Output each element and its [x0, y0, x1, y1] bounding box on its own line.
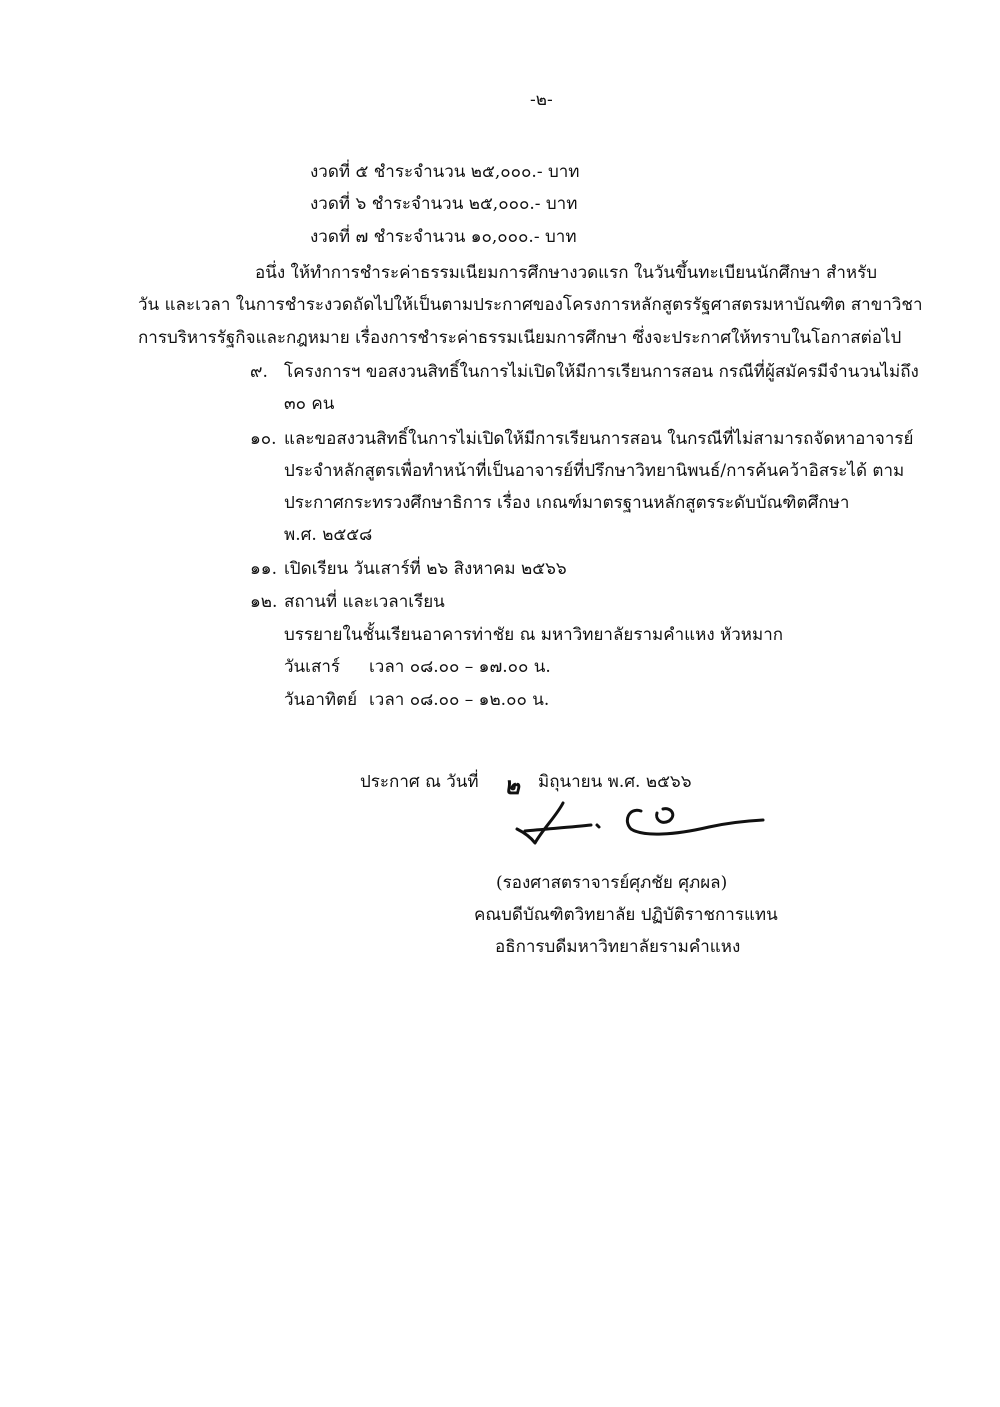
item-10-text: และขอสงวนสิทธิ์ในการไม่เปิดให้มีการเรียนการสอน ในกรณีที่ไม่สามารถจัดหาอาจารย์ [284, 429, 914, 449]
signature-stroke [657, 809, 673, 823]
signature-stroke [525, 825, 591, 831]
installment-7: งวดที่ ๗ ชำระจำนวน ๑๐,๐๐๐.- บาท [310, 227, 577, 247]
signature-graphic [505, 785, 775, 855]
schedule-day: วันอาทิตย์ [284, 690, 358, 710]
schedule-time: เวลา ๐๘.๐๐ – ๑๗.๐๐ น. [369, 657, 551, 677]
item-10-text: ประจำหลักสูตรเพื่อทำหน้าที่เป็นอาจารย์ที่ปรึกษาวิทยานิพนธ์/การค้นคว้าอิสระได้ ตาม [284, 461, 905, 481]
item-10-text: พ.ศ. ๒๕๕๘ [284, 525, 373, 545]
page-number: -๒- [530, 90, 553, 110]
note-paragraph-line: วัน และเวลา ในการชำระงวดถัดไปให้เป็นตามประกาศของโครงการหลักสูตรรัฐศาสตรมหาบัณฑิต สาขาวิชา [138, 295, 923, 315]
signature-stroke [627, 810, 763, 834]
note-paragraph-line: อนึ่ง ให้ทำการชำระค่าธรรมเนียมการศึกษางวดแรก ในวันขึ้นทะเบียนนักศึกษา สำหรับ [255, 263, 878, 283]
signatory-title-1: คณบดีบัณฑิตวิทยาลัย ปฏิบัติราชการแทน [474, 905, 778, 925]
item-9-text: ๓๐ คน [284, 394, 335, 414]
item-number: ๑๐. [250, 429, 277, 449]
item-12-text: สถานที่ และเวลาเรียน [284, 592, 445, 612]
signatory-name: (รองศาสตราจารย์ศุภชัย ศุภผล) [496, 873, 728, 893]
signature-stroke [597, 825, 599, 827]
item-9-text: โครงการฯ ขอสงวนสิทธิ์ในการไม่เปิดให้มีการเรียนการสอน กรณีที่ผู้สมัครมีจำนวนไม่ถึง [284, 362, 919, 382]
item-10-text: ประกาศกระทรวงศึกษาธิการ เรื่อง เกณฑ์มาตรฐานหลักสูตรระดับบัณฑิตศึกษา [284, 493, 850, 513]
installment-5: งวดที่ ๕ ชำระจำนวน ๒๕,๐๐๐.- บาท [310, 162, 580, 182]
schedule-day: วันเสาร์ [284, 657, 341, 677]
schedule-time: เวลา ๐๘.๐๐ – ๑๒.๐๐ น. [369, 690, 550, 710]
note-paragraph-line: การบริหารรัฐกิจและกฎหมาย เรื่องการชำระค่าธรรมเนียมการศึกษา ซึ่งจะประกาศให้ทราบในโอกาสต่อไป [138, 328, 902, 348]
announcement-day-handwritten: ๒ [504, 771, 520, 800]
item-number: ๙. [250, 362, 268, 382]
announcement-date-prefix: ประกาศ ณ วันที่ [360, 772, 479, 792]
signature-stroke [517, 803, 563, 843]
item-number: ๑๑. [250, 559, 277, 579]
installment-6: งวดที่ ๖ ชำระจำนวน ๒๕,๐๐๐.- บาท [310, 194, 578, 214]
item-number: ๑๒. [250, 592, 278, 612]
announcement-date-suffix: มิถุนายน พ.ศ. ๒๕๖๖ [538, 772, 692, 792]
venue-text: บรรยายในชั้นเรียนอาคารท่าชัย ณ มหาวิทยาลัยรามคำแหง หัวหมาก [284, 625, 784, 645]
item-11-text: เปิดเรียน วันเสาร์ที่ ๒๖ สิงหาคม ๒๕๖๖ [284, 559, 567, 579]
signatory-title-2: อธิการบดีมหาวิทยาลัยรามคำแหง [495, 937, 741, 957]
